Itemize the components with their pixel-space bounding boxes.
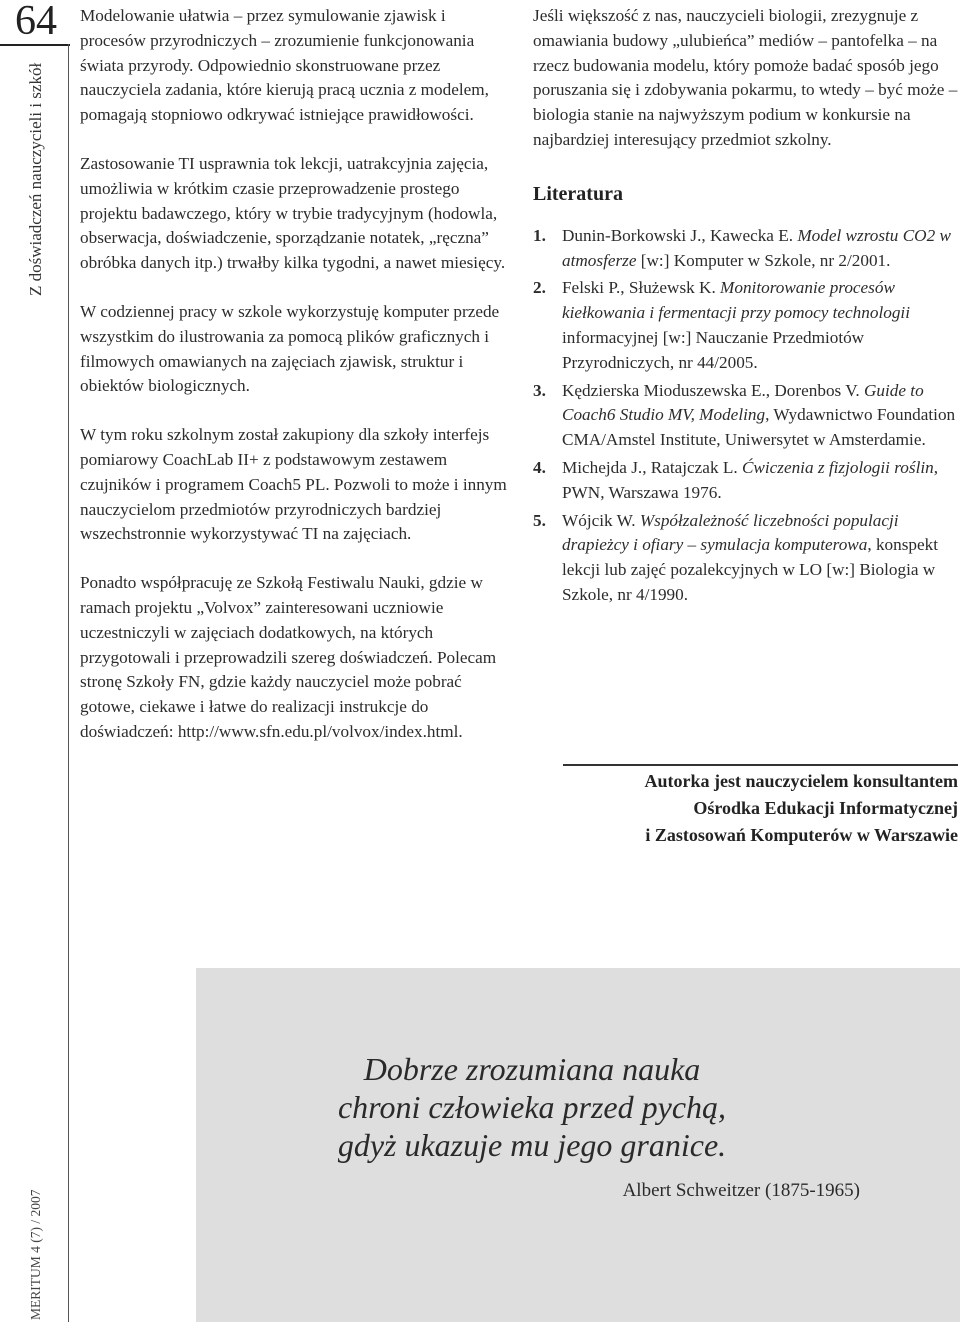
journal-issue-vertical: MERITUM 4 (7) / 2007 [28,1189,43,1320]
author-note-line: Ośrodka Edukacji Informatycznej [693,798,958,818]
reference-source: , PWN, Warszawa 1976. [562,457,939,502]
reference-item [533,379,958,453]
reference-number: 3. [533,380,546,400]
reference-authors: Kędzierska Mioduszewska E., Dorenbos V. [562,380,864,400]
right-column [533,4,958,611]
reference-source: informacyjnej [w:] Nauczanie Przedmiotów Przyrodniczych, nr 44/2005. [562,327,865,372]
reference-number: 1. [533,225,546,245]
left-column [80,4,510,769]
reference-authors: Dunin-Borkowski J., Kawecka E. [562,225,798,245]
reference-item [533,276,958,375]
reference-number: 4. [533,457,546,477]
paragraph: Ponadto współpracuję ze Szkołą Festiwalu Nauki, gdzie w ramach projektu „Volvox” zainteresowani uczniowie uczestniczyli w zajęciach dodatkowych, na których przygotowali i przeprowadzili szereg doświadczeń. Polecam stronę Szkoły FN, gdzie każdy nauczyciel może pobrać gotowe, ciekawe i łatwe do realizacji instrukcje do doświadczeń: http://www.sfn.edu.pl/volvox/index.html. [80,573,497,741]
reference-title: Ćwiczenia z fizjologii roślin [741,457,934,477]
literature-heading: Literatura [533,182,623,205]
author-note-line: Autorka jest nauczycielem konsultantem [644,771,958,791]
author-note-rule [563,764,958,766]
reference-item [533,456,958,506]
reference-item [533,509,958,608]
paragraph: W codziennej pracy w szkole wykorzystuję komputer przede wszystkim do ilustrowania za pomocą plików graficznych i filmowych omawianych na zajęciach zjawisk, struktur i obiektów biologicznych. [80,301,500,396]
quote-line: chroni człowieka przed pychą, [337,1089,727,1125]
quote-text [272,1050,792,1164]
reference-title: Model wzrostu CO2 w atmosferze [562,225,951,270]
reference-title: Guide to Coach6 Studio MV, Modeling [562,380,924,425]
reference-source: [w:] Komputer w Szkole, nr 2/2001. [636,250,891,270]
reference-number: 2. [533,278,546,298]
reference-title: Współzależność liczebności populacji drapieżcy i ofiary – symulacja komputerowa [562,510,899,555]
paragraph: Modelowanie ułatwia – przez symulowanie zjawisk i procesów przyrodniczych – zrozumienie funkcjonowania świata przyrody. Odpowiednio skonstruowane przez nauczyciela zadania, które kierują pracą ucznia z modelem, pomagają stopniowo odkrywać istniejące prawidłowości. [80,6,489,125]
quote-line: Dobrze zrozumiana nauka [363,1051,701,1087]
paragraph: Zastosowanie TI usprawnia tok lekcji, uatrakcyjnia zajęcia, umożliwia w krótkim czasie przeprowadzenie prostego projektu badawczego, który w trybie tradycyjnym (hodowla, obserwacja, doświadczenie, sporządzanie notatek, „ręczna” obróbka danych itp.) trwałby kilka tygodni, a nawet miesięcy. [80,153,506,273]
page-number-rule [0,44,70,46]
intro-paragraph: Jeśli większość z nas, nauczycieli biologii, zrezygnuje z omawiania budowy „ulubieńca” mediów – pantofelka – na rzecz budowania modelu, który pomoże badać sposób jego poruszania się i zdobywania pokarmu, to wtedy – być może – biologia stanie na najwyższym podium w konkursie na najbardziej interesujący przedmiot szkolny. [533,6,958,149]
author-note-line: i Zastosowań Komputerów w Warszawie [645,825,958,845]
section-title-vertical: Z doświadczeń nauczycieli i szkół [26,62,45,296]
quote-line: gdyż ukazuje mu jego granice. [337,1127,727,1163]
reference-list [533,224,958,608]
paragraph: W tym roku szkolnym został zakupiony dla szkoły interfejs pomiarowy CoachLab II+ z podstawowym zestawem czujników i programem Coach5 PL. Pozwoli to może i innym nauczycielom przedmiotów przyrodniczych bardziej wszechstronnie wykorzystywać TI na zajęciach. [80,425,507,544]
reference-source: , konspekt lekcji lub zajęć pozalekcyjnych w LO [w:] Biologia w Szkole, nr 4/1990. [562,535,939,604]
side-rule [68,44,69,1322]
reference-authors: Felski P., Służewsk K. [562,278,721,298]
reference-authors: Michejda J., Ratajczak L. [562,457,742,477]
reference-authors: Wójcik W. [562,510,640,530]
reference-item [533,224,958,274]
reference-source: , Wydawnictwo Foundation CMA/Amstel Institute, Uniwersytet w Amsterdamie. [562,405,956,450]
reference-number: 5. [533,510,546,530]
reference-title: Monitorowanie procesów kiełkowania i fermentacji przy pomocy technologii [562,278,910,323]
quote-author: Albert Schweitzer (1875-1965) [622,1180,860,1201]
author-note [533,768,958,849]
page-number: 64 [15,0,57,44]
